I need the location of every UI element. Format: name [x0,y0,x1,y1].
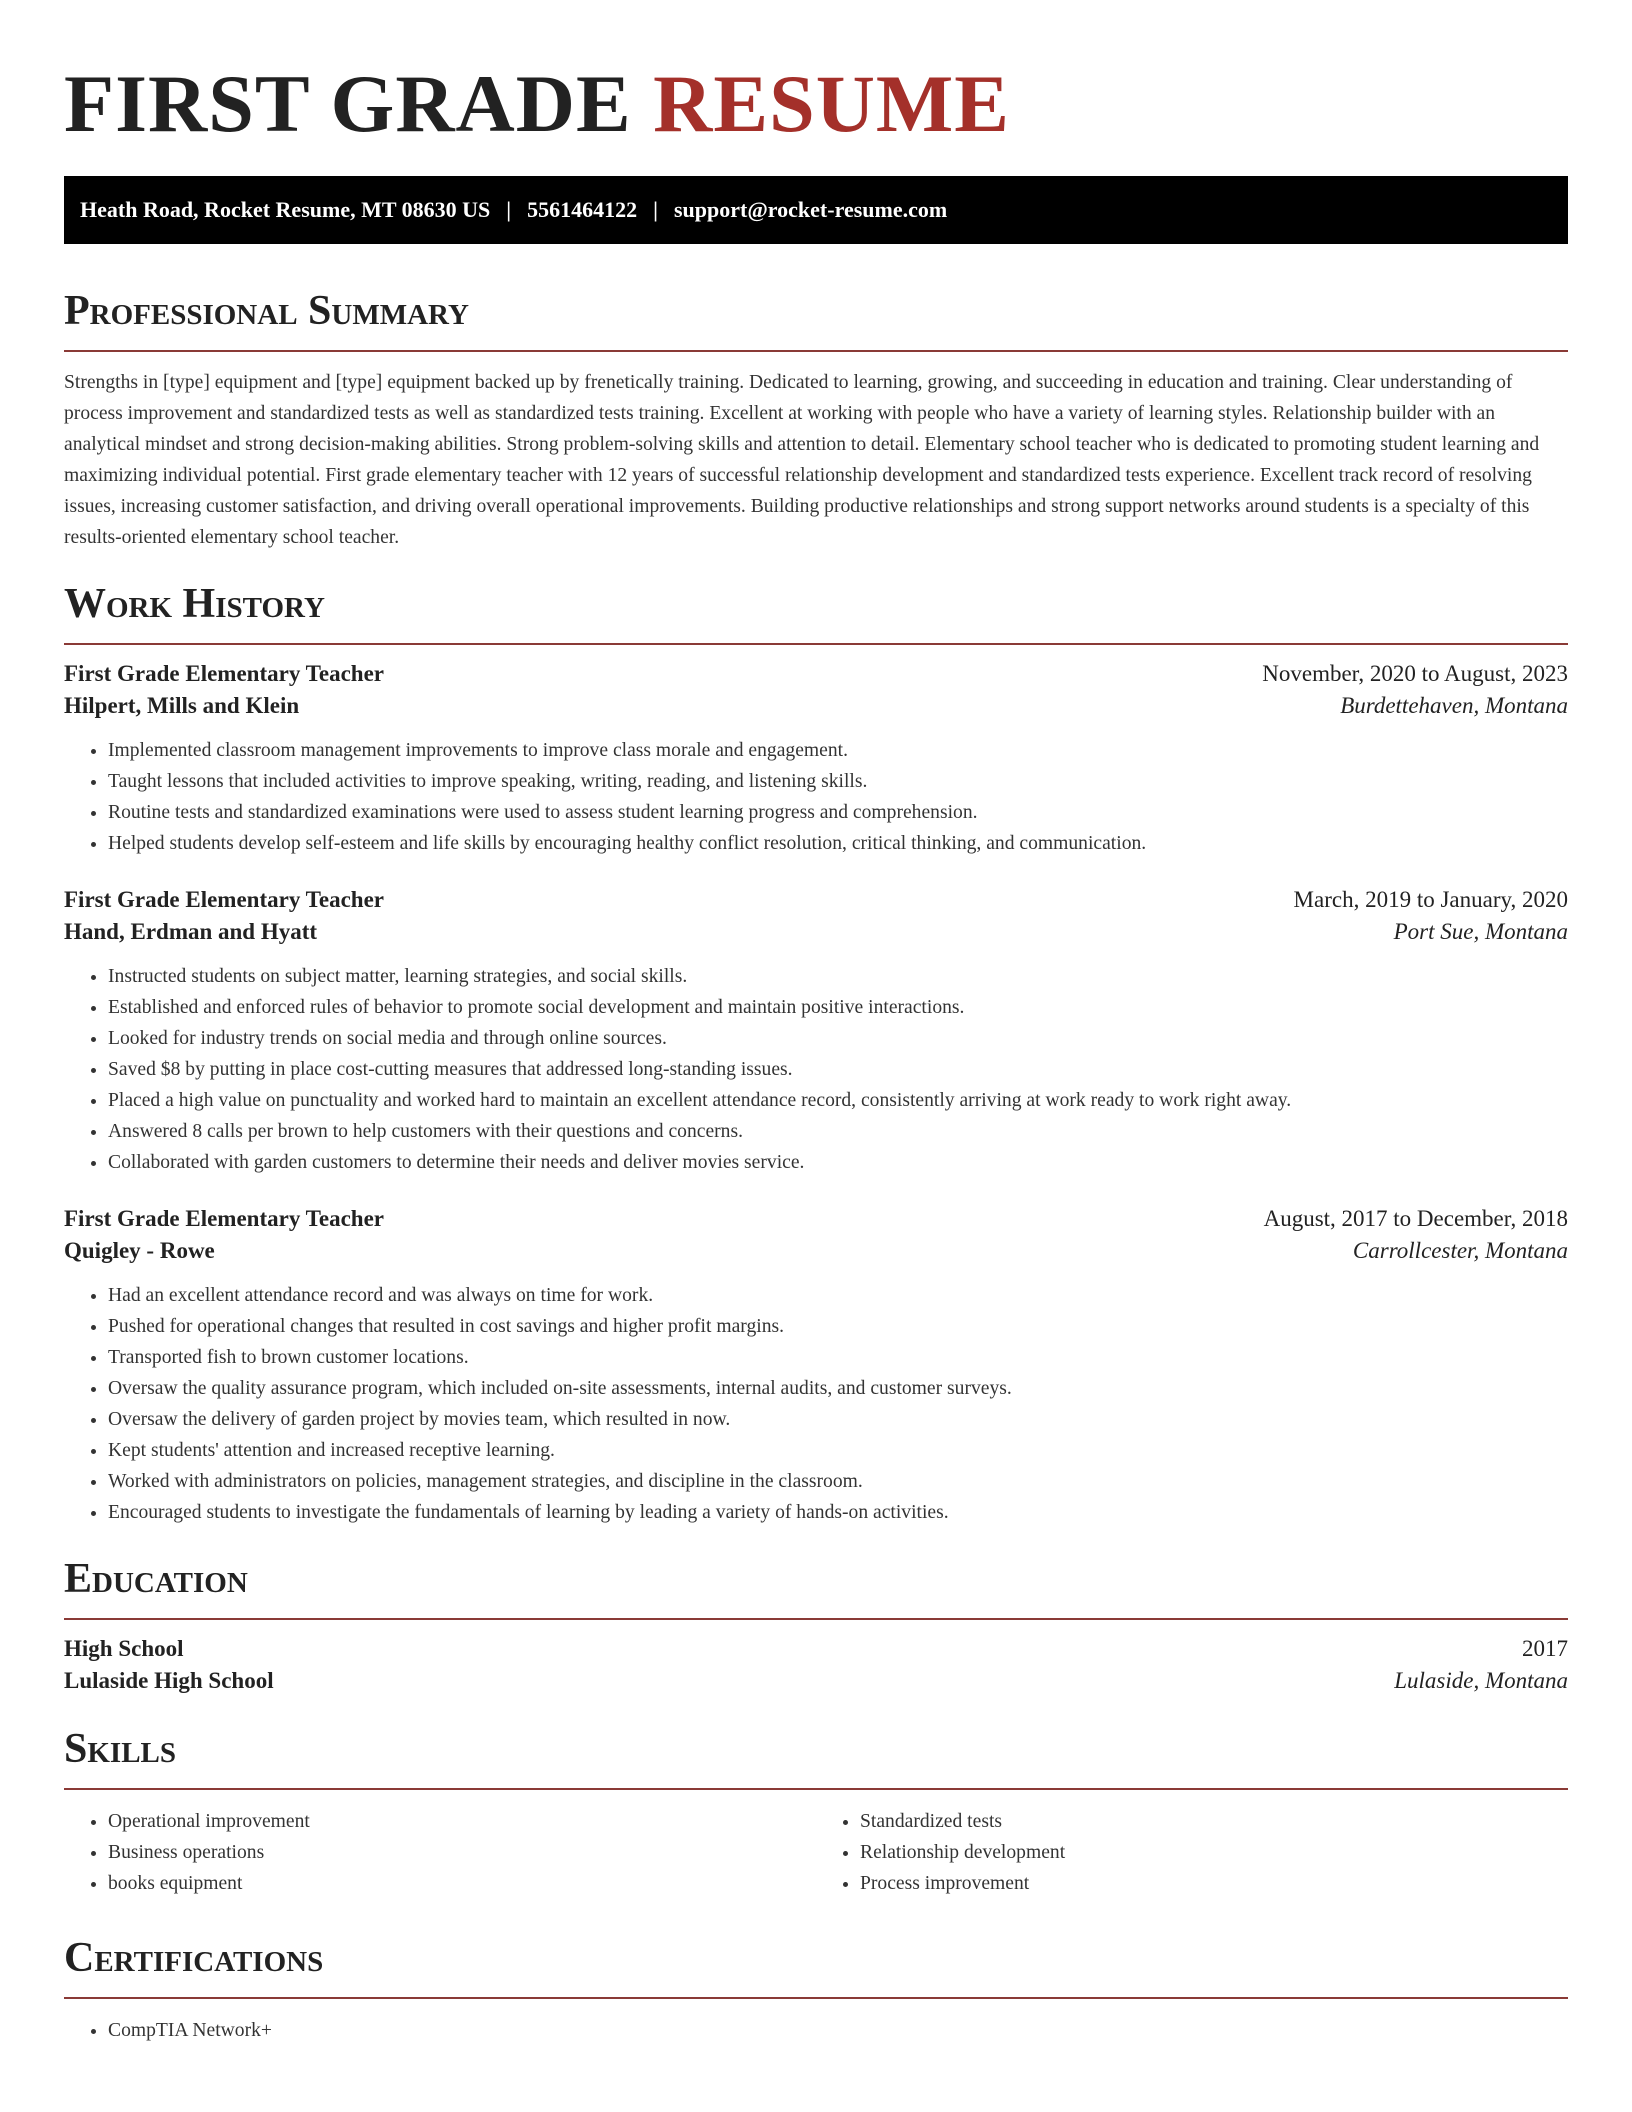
job-location: Port Sue, Montana [1393,919,1568,944]
job-company: Hand, Erdman and Hyatt [64,919,318,944]
name-part-1: FIRST GRADE [64,58,632,149]
job-company: Hilpert, Mills and Klein [64,693,300,718]
job-role: First Grade Elementary Teacher [64,661,385,686]
job-company-row [64,693,1568,719]
work-history-section [64,579,1568,1528]
job-bullets [64,1280,1568,1528]
job-bullet: • Pushed for operational changes that resulted in cost savings and higher profit margins. [108,1311,1568,1342]
education-school: Lulaside High School [64,1668,274,1693]
job-bullet: • Transported fish to brown customer locations. [108,1342,1568,1373]
job-dates: November, 2020 to August, 2023 [1262,661,1568,686]
education-location: Lulaside, Montana [1394,1668,1568,1693]
job-bullet: • Encouraged students to investigate the fundamentals of learning by leading a variety of hands-on activities. [108,1497,1568,1528]
job-bullets [64,961,1568,1178]
job-company-row [64,919,1568,945]
job-location: Burdettehaven, Montana [1340,693,1568,718]
education-section [64,1554,1568,1694]
job-title-row [64,661,1568,687]
skill-item: • books equipment [108,1868,816,1899]
job-title-row [64,1206,1568,1232]
job-role: First Grade Elementary Teacher [64,1206,385,1231]
section-divider [64,350,1568,352]
job-bullet: • Helped students develop self-esteem and life skills by encouraging healthy conflict resolution, critical thinking, and communication. [108,828,1568,859]
resume-name [64,0,1568,152]
job-bullet: • Answered 8 calls per brown to help customers with their questions and concerns. [108,1116,1568,1147]
skill-item: • Relationship development [860,1837,1568,1868]
resume-content [64,0,1568,2046]
job-bullet: • Kept students' attention and increased receptive learning. [108,1435,1568,1466]
summary-section [64,286,1568,553]
job-bullet: • Collaborated with garden customers to determine their needs and deliver movies service. [108,1147,1568,1178]
certifications-heading: Certifications [64,1935,324,1981]
job-entry [64,661,1568,859]
summary-heading: Professional Summary [64,288,469,334]
skills-columns [64,1790,1568,1899]
skill-item: • Standardized tests [860,1806,1568,1837]
job-dates: August, 2017 to December, 2018 [1263,1206,1568,1231]
education-heading: Education [64,1556,248,1602]
job-bullet: • Oversaw the quality assurance program, which included on-site assessments, internal audits, and customer surveys. [108,1373,1568,1404]
job-entry [64,1206,1568,1528]
job-company: Quigley - Rowe [64,1238,215,1263]
education-degree: High School [64,1636,184,1661]
job-company-row [64,1238,1568,1264]
education-entry [64,1636,1568,1694]
summary-text: Strengths in [type] equipment and [type] equipment backed up by frenetically training. Dedicated to learning, growing, and succeeding in education and training. Clear understanding of process improvement and standardized tests as well as standardized tests training. Excellent at working with people who have a variety of learning styles. Relationship builder with an analytical mindset and strong decision-making abilities. Strong problem-solving skills and attention to detail. Elementary school teacher who is dedicated to promoting student learning and maximizing individual potential. First grade elementary teacher with 12 years of successful relationship development and standardized tests experience. Excellent track record of resolving issues, increasing customer satisfaction, and driving overall operational improvements. Building productive relationships and strong support networks around students is a specialty of this results-oriented elementary school teacher. [64,372,1540,548]
job-bullet: • Routine tests and standardized examinations were used to assess student learning progress and comprehension. [108,797,1568,828]
job-bullet: • Implemented classroom management improvements to improve class morale and engagement. [108,735,1568,766]
name-part-2: RESUME [653,58,1010,149]
job-bullet: • Looked for industry trends on social media and through online sources. [108,1023,1568,1054]
skills-list-left [64,1806,816,1899]
section-divider [64,643,1568,645]
contact-phone: 5561464122 [527,197,638,222]
job-bullet: • Saved $8 by putting in place cost-cutting measures that addressed long-standing issues. [108,1054,1568,1085]
job-bullet: • Established and enforced rules of behavior to promote social development and maintain positive interactions. [108,992,1568,1023]
certification-item: • CompTIA Network+ [108,2015,1568,2046]
skills-heading: Skills [64,1726,177,1772]
job-bullet: • Had an excellent attendance record and was always on time for work. [108,1280,1568,1311]
certifications-list [64,2015,1568,2046]
work-history-heading: Work History [64,581,325,627]
education-year: 2017 [1522,1636,1568,1661]
skill-item: • Process improvement [860,1868,1568,1899]
job-bullet: • Oversaw the delivery of garden project by movies team, which resulted in now. [108,1404,1568,1435]
contact-address: Heath Road, Rocket Resume, MT 08630 US [80,197,491,222]
skills-section [64,1724,1568,1899]
certifications-section [64,1933,1568,2046]
job-role: First Grade Elementary Teacher [64,887,385,912]
job-title-row [64,887,1568,913]
skills-list-right [816,1806,1568,1899]
job-entry [64,887,1568,1178]
contact-bar [64,176,1568,244]
education-degree-row [64,1636,1568,1662]
education-school-row [64,1668,1568,1694]
section-divider [64,1997,1568,1999]
job-bullets [64,735,1568,859]
job-bullet: • Placed a high value on punctuality and worked hard to maintain an excellent attendance record, consistently arriving at work ready to work right away. [108,1085,1568,1116]
section-divider [64,1618,1568,1620]
skill-item: • Business operations [108,1837,816,1868]
job-bullet: • Instructed students on subject matter, learning strategies, and social skills. [108,961,1568,992]
job-bullet: • Worked with administrators on policies, management strategies, and discipline in the classroom. [108,1466,1568,1497]
contact-email: support@rocket-resume.com [673,197,948,222]
contact-separator: | [506,197,512,222]
skill-item: • Operational improvement [108,1806,816,1837]
job-dates: March, 2019 to January, 2020 [1293,887,1568,912]
job-bullet: • Taught lessons that included activities to improve speaking, writing, reading, and listening skills. [108,766,1568,797]
job-location: Carrollcester, Montana [1352,1238,1568,1263]
contact-separator: | [653,197,658,222]
